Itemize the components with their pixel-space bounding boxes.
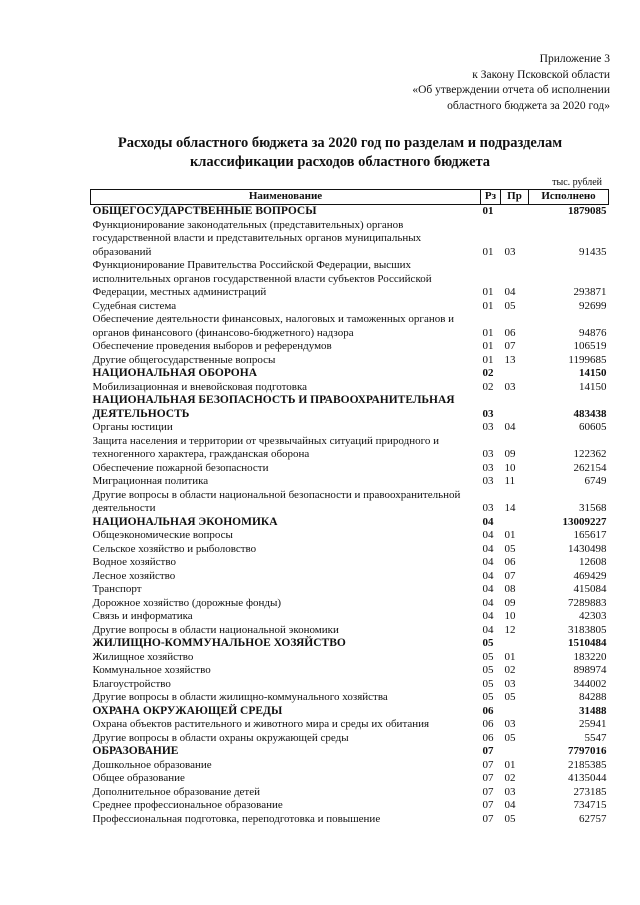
- row-rz: 01: [482, 353, 494, 366]
- row-value: 84288: [579, 691, 607, 703]
- row-name: ОБЩЕГОСУДАРСТВЕННЫЕ ВОПРОСЫ: [92, 205, 317, 217]
- row-name: Другие вопросы в области жилищно-коммунального хозяйства: [92, 691, 388, 703]
- table-row: [91, 570, 609, 584]
- row-name: Функционирование законодательных (представительных) органов государственной власти и представительных органов муниципальных образований: [92, 218, 422, 258]
- row-pr: 03: [504, 718, 516, 730]
- row-name: Коммунальное хозяйство: [92, 664, 211, 676]
- row-name: НАЦИОНАЛЬНАЯ БЕЗОПАСНОСТЬ И ПРАВООХРАНИТЕЛЬНАЯ ДЕЯТЕЛЬНОСТЬ: [92, 394, 455, 420]
- row-value: 12608: [579, 556, 607, 568]
- row-value: 2185385: [568, 758, 607, 771]
- row-pr: 08: [504, 583, 516, 595]
- row-rz: 04: [482, 529, 494, 541]
- row-pr: 07: [504, 569, 516, 582]
- row-value: 165617: [573, 529, 607, 541]
- row-name: Мобилизационная и вневойсковая подготовка: [92, 380, 308, 393]
- appendix-line-1: Приложение 3: [539, 53, 610, 65]
- expenditure-table: [90, 189, 609, 826]
- table-row: [91, 259, 609, 300]
- row-rz: 04: [482, 542, 494, 555]
- row-value: 31568: [579, 502, 607, 514]
- row-value: 60605: [579, 421, 607, 433]
- row-pr: [501, 394, 529, 421]
- table-row: [91, 691, 609, 705]
- table-body: [91, 205, 609, 827]
- row-name: Общеэкономические вопросы: [92, 529, 233, 541]
- row-pr: 05: [504, 691, 516, 703]
- row-name: Дополнительное образование детей: [92, 785, 261, 798]
- section-row: [91, 705, 609, 719]
- table-row: [91, 556, 609, 570]
- row-rz: 07: [482, 772, 494, 784]
- row-value: 4135044: [568, 772, 607, 784]
- appendix-line-2: к Закону Псковской области: [472, 68, 610, 81]
- table-row: [91, 813, 609, 827]
- row-name: Общее образование: [92, 772, 185, 784]
- row-value: 42303: [579, 610, 607, 622]
- row-pr: 04: [504, 286, 516, 298]
- row-pr: 01: [504, 758, 516, 771]
- row-pr: 03: [504, 677, 516, 690]
- row-rz: 06: [482, 731, 494, 744]
- table-row: [91, 759, 609, 773]
- row-value: 31488: [579, 704, 607, 717]
- row-rz: 05: [482, 677, 494, 690]
- row-pr: [501, 516, 529, 530]
- row-pr: 03: [504, 785, 516, 798]
- row-pr: [501, 205, 529, 219]
- row-rz: 02: [482, 380, 494, 393]
- row-rz: 03: [482, 421, 494, 433]
- row-name: Дорожное хозяйство (дорожные фонды): [92, 596, 282, 609]
- header-value: Исполнено: [529, 190, 609, 205]
- appendix-line-4: областного бюджета за 2020 год»: [447, 99, 610, 112]
- row-pr: 13: [504, 353, 516, 366]
- row-rz: 01: [482, 286, 494, 298]
- row-value: 25941: [579, 718, 607, 730]
- row-name: Другие вопросы в области национальной экономики: [92, 623, 339, 636]
- appendix-header: [412, 52, 610, 114]
- table-row: [91, 475, 609, 489]
- row-name: Другие общегосударственные вопросы: [92, 353, 276, 366]
- row-rz: 07: [482, 799, 494, 811]
- row-name: Защита населения и территории от чрезвычайных ситуаций природного и техногенного характера, гражданская оборона: [92, 434, 439, 460]
- row-rz: 01: [482, 340, 494, 352]
- row-pr: 05: [504, 299, 516, 312]
- row-pr: 01: [504, 650, 516, 663]
- table-row: [91, 300, 609, 314]
- row-pr: 06: [504, 326, 516, 339]
- row-pr: 05: [504, 731, 516, 744]
- row-rz: 04: [482, 569, 494, 582]
- table-row: [91, 732, 609, 746]
- section-row: [91, 516, 609, 530]
- row-rz: 04: [482, 515, 494, 528]
- section-row: [91, 745, 609, 759]
- table-row: [91, 664, 609, 678]
- row-value: 94876: [579, 326, 607, 339]
- row-name: Профессиональная подготовка, переподготовка и повышение: [92, 812, 381, 825]
- row-pr: 05: [504, 812, 516, 825]
- row-pr: 02: [504, 772, 516, 784]
- document-title: [80, 134, 600, 172]
- row-rz: 04: [482, 556, 494, 568]
- row-rz: 04: [482, 583, 494, 595]
- row-value: 5547: [584, 731, 607, 744]
- row-rz: 05: [482, 664, 494, 676]
- row-value: 122362: [573, 448, 607, 460]
- table-row: [91, 543, 609, 557]
- row-value: 3183805: [568, 623, 607, 636]
- row-rz: 07: [482, 785, 494, 798]
- row-name: НАЦИОНАЛЬНАЯ ОБОРОНА: [92, 367, 258, 379]
- row-value: 14150: [579, 380, 607, 393]
- table-row: [91, 354, 609, 368]
- table-row: [91, 529, 609, 543]
- row-value: 183220: [573, 650, 607, 663]
- row-value: 106519: [573, 340, 607, 352]
- row-pr: 09: [504, 596, 516, 609]
- row-name: Благоустройство: [92, 677, 171, 690]
- row-name: ОХРАНА ОКРУЖАЮЩЕЙ СРЕДЫ: [92, 704, 283, 717]
- row-value: 344002: [573, 677, 607, 690]
- row-value: 469429: [573, 569, 607, 582]
- row-value: 1510484: [568, 637, 607, 649]
- row-rz: 06: [482, 704, 494, 717]
- row-name: Водное хозяйство: [92, 556, 176, 568]
- row-name: ОБРАЗОВАНИЕ: [92, 745, 179, 757]
- units-label: тыс. рублей: [552, 177, 602, 188]
- table-row: [91, 799, 609, 813]
- row-name: Миграционная политика: [92, 475, 209, 487]
- row-pr: 07: [504, 340, 516, 352]
- table-row: [91, 313, 609, 340]
- row-name: Сельское хозяйство и рыболовство: [92, 542, 257, 555]
- table-row: [91, 786, 609, 800]
- row-pr: 14: [504, 502, 516, 514]
- row-name: Транспорт: [92, 583, 142, 595]
- row-name: НАЦИОНАЛЬНАЯ ЭКОНОМИКА: [92, 515, 278, 528]
- row-value: 1199685: [568, 353, 607, 366]
- row-name: Органы юстиции: [92, 421, 173, 433]
- row-rz: 01: [482, 205, 494, 217]
- row-pr: 03: [504, 380, 516, 393]
- row-value: 734715: [573, 799, 607, 811]
- row-rz: 04: [482, 610, 494, 622]
- row-name: Обеспечение деятельности финансовых, налоговых и таможенных органов и органов финансового (финансово-бюджетного) надзора: [92, 313, 455, 339]
- row-pr: [501, 705, 529, 719]
- section-row: [91, 394, 609, 421]
- row-rz: 03: [482, 448, 494, 460]
- row-rz: 03: [482, 475, 494, 487]
- row-pr: [501, 367, 529, 381]
- row-rz: 03: [482, 461, 494, 474]
- row-value: 13009227: [562, 515, 607, 528]
- row-value: 7289883: [568, 596, 607, 609]
- row-rz: 01: [482, 245, 494, 258]
- row-rz: 05: [482, 637, 494, 649]
- row-name: Среднее профессиональное образование: [92, 799, 283, 811]
- section-row: [91, 367, 609, 381]
- row-value: 898974: [573, 664, 607, 676]
- row-value: 262154: [573, 461, 607, 474]
- title-line-2: классификации расходов областного бюджета: [189, 154, 491, 170]
- table-header-row: [91, 190, 609, 205]
- row-name: Другие вопросы в области охраны окружающей среды: [92, 731, 349, 744]
- row-pr: 11: [504, 475, 516, 487]
- row-name: Функционирование Правительства Российской Федерации, высших исполнительных органов государственной власти субъектов Российской Федерации, местных администраций: [92, 259, 432, 298]
- row-rz: 01: [482, 299, 494, 312]
- row-rz: 04: [482, 596, 494, 609]
- row-pr: 03: [504, 245, 516, 258]
- row-rz: 07: [482, 812, 494, 825]
- row-pr: 09: [504, 448, 516, 460]
- row-name: Связь и информатика: [92, 610, 193, 622]
- table-row: [91, 610, 609, 624]
- row-pr: [501, 637, 529, 651]
- row-value: 62757: [579, 812, 607, 825]
- row-name: ЖИЛИЩНО-КОММУНАЛЬНОЕ ХОЗЯЙСТВО: [92, 637, 346, 649]
- header-rz: Рз: [481, 190, 501, 205]
- row-rz: 06: [482, 718, 494, 730]
- table-row: [91, 624, 609, 638]
- row-name: Обеспечение пожарной безопасности: [92, 461, 269, 474]
- row-value: 6749: [584, 475, 607, 487]
- table-row: [91, 462, 609, 476]
- row-pr: 05: [504, 542, 516, 555]
- row-name: Судебная система: [92, 299, 177, 312]
- row-value: 92699: [579, 299, 607, 312]
- header-pr: Пр: [501, 190, 529, 205]
- row-rz: 05: [482, 650, 494, 663]
- row-pr: 02: [504, 664, 516, 676]
- row-rz: 07: [482, 745, 494, 757]
- row-pr: 04: [504, 421, 516, 433]
- table-row: [91, 421, 609, 435]
- row-pr: 06: [504, 556, 516, 568]
- row-value: 14150: [579, 367, 607, 379]
- appendix-line-3: «Об утверждении отчета об исполнении: [412, 84, 610, 96]
- table-row: [91, 583, 609, 597]
- section-row: [91, 205, 609, 219]
- row-name: Обеспечение проведения выборов и референдумов: [92, 340, 332, 352]
- row-pr: 01: [504, 529, 516, 541]
- table-row: [91, 435, 609, 462]
- row-value: 273185: [573, 785, 607, 798]
- row-rz: 07: [482, 758, 494, 771]
- row-pr: 10: [504, 461, 516, 474]
- row-pr: 04: [504, 799, 516, 811]
- row-value: 483438: [573, 407, 607, 420]
- row-pr: [501, 745, 529, 759]
- header-name: Наименование: [91, 190, 481, 205]
- row-rz: 02: [482, 367, 494, 379]
- table-row: [91, 489, 609, 516]
- row-value: 415084: [573, 583, 607, 595]
- table-row: [91, 718, 609, 732]
- table-row: [91, 772, 609, 786]
- row-value: 1430498: [568, 542, 607, 555]
- row-name: Охрана объектов растительного и животного мира и среды их обитания: [92, 718, 430, 730]
- table-row: [91, 381, 609, 395]
- table-row: [91, 219, 609, 260]
- row-rz: 05: [482, 691, 494, 703]
- row-rz: 03: [482, 502, 494, 514]
- row-name: Другие вопросы в области национальной безопасности и правоохранительной деятельности: [92, 488, 461, 514]
- table-row: [91, 340, 609, 354]
- row-value: 7797016: [568, 745, 607, 757]
- row-rz: 04: [482, 623, 494, 636]
- table-row: [91, 597, 609, 611]
- title-line-1: Расходы областного бюджета за 2020 год по разделам и подразделам: [117, 135, 563, 151]
- row-value: 293871: [573, 286, 607, 298]
- table-row: [91, 678, 609, 692]
- row-rz: 03: [482, 407, 494, 420]
- table-row: [91, 651, 609, 665]
- row-pr: 12: [504, 623, 516, 636]
- row-value: 1879085: [568, 205, 607, 217]
- row-pr: 10: [504, 610, 516, 622]
- section-row: [91, 637, 609, 651]
- row-name: Жилищное хозяйство: [92, 650, 194, 663]
- row-rz: 01: [482, 326, 494, 339]
- row-name: Лесное хозяйство: [92, 569, 176, 582]
- row-value: 91435: [579, 245, 607, 258]
- row-name: Дошкольное образование: [92, 758, 212, 771]
